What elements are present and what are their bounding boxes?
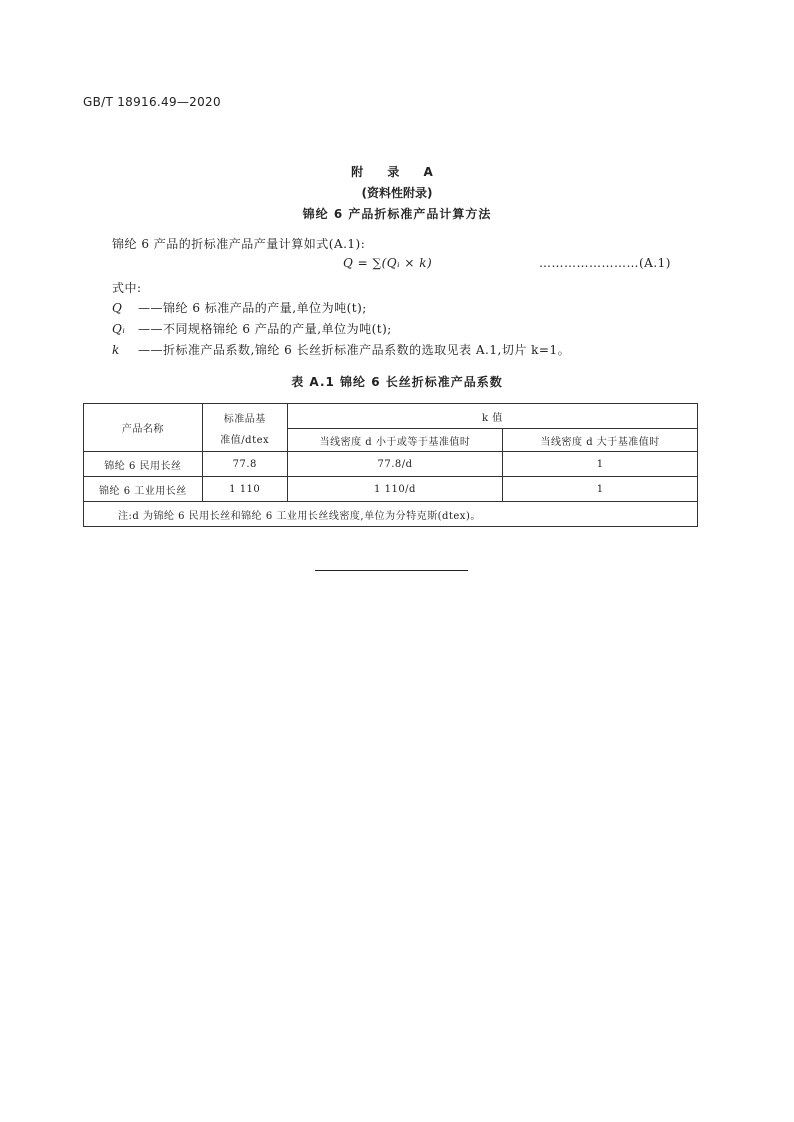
cell-k-greater: 1 bbox=[503, 452, 698, 477]
table-note: 注:d 为锦纶 6 民用长丝和锦纶 6 工业用长丝线密度,单位为分特克斯(dtex)。 bbox=[84, 502, 698, 527]
cell-base: 1 110 bbox=[202, 477, 287, 502]
table-row bbox=[84, 452, 698, 477]
header-k-value: k 值 bbox=[287, 404, 697, 429]
appendix-type: (资料性附录) bbox=[361, 186, 433, 200]
definition-k bbox=[112, 341, 570, 358]
end-rule bbox=[315, 570, 468, 571]
cell-k-less: 77.8/d bbox=[287, 452, 503, 477]
header-base-value-line2: 准值/dtex bbox=[220, 434, 270, 446]
formula-expression: Q = ∑(Qᵢ × k) bbox=[343, 256, 433, 270]
appendix-title: 附 录 A bbox=[351, 165, 443, 179]
header-base-value bbox=[202, 404, 287, 452]
table-row bbox=[84, 477, 698, 502]
cell-k-greater: 1 bbox=[503, 477, 698, 502]
where-label: 式中: bbox=[112, 281, 142, 295]
definition-qi bbox=[112, 320, 392, 337]
header-product-name: 产品名称 bbox=[84, 404, 203, 452]
standard-id: GB/T 18916.49—2020 bbox=[83, 95, 221, 109]
definition-text: ——不同规格锦纶 6 产品的产量,单位为吨(t); bbox=[138, 322, 392, 336]
header-base-value-line1: 标准品基 bbox=[223, 413, 266, 425]
definition-q bbox=[112, 299, 367, 316]
table-header-row bbox=[84, 404, 698, 429]
table-note-row bbox=[84, 502, 698, 527]
intro-paragraph: 锦纶 6 产品的折标准产品产量计算如式(A.1): bbox=[112, 237, 366, 251]
appendix-heading: 锦纶 6 产品折标准产品计算方法 bbox=[302, 207, 492, 221]
definition-symbol: Q bbox=[112, 301, 123, 315]
header-k-greater: 当线密度 d 大于基准值时 bbox=[503, 429, 698, 452]
definition-symbol: Qᵢ bbox=[112, 322, 126, 336]
formula-number: ……………………(A.1) bbox=[539, 256, 671, 270]
cell-name: 锦纶 6 工业用长丝 bbox=[84, 477, 203, 502]
cell-name: 锦纶 6 民用长丝 bbox=[84, 452, 203, 477]
cell-k-less: 1 110/d bbox=[287, 477, 503, 502]
coefficient-table bbox=[83, 403, 698, 527]
definition-symbol: k bbox=[112, 343, 120, 357]
definition-text: ——锦纶 6 标准产品的产量,单位为吨(t); bbox=[138, 301, 367, 315]
header-k-less: 当线密度 d 小于或等于基准值时 bbox=[287, 429, 503, 452]
definition-text: ——折标准产品系数,锦纶 6 长丝折标准产品系数的选取见表 A.1,切片 k=1。 bbox=[138, 343, 571, 357]
cell-base: 77.8 bbox=[202, 452, 287, 477]
table-caption: 表 A.1 锦纶 6 长丝折标准产品系数 bbox=[291, 375, 503, 389]
